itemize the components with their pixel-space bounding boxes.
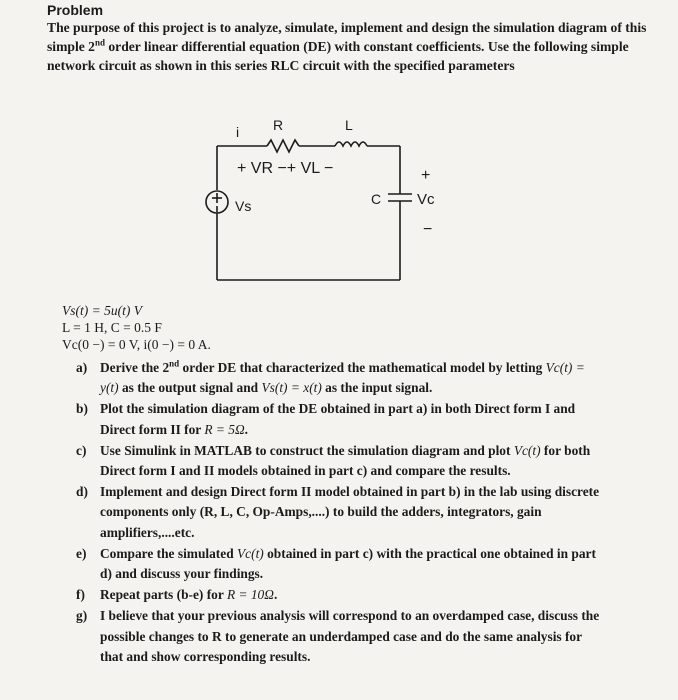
parameters-block <box>62 302 642 353</box>
resistor-label: R <box>273 117 284 133</box>
task-text: as the input signal. <box>321 380 433 396</box>
inductor-symbol <box>335 142 367 146</box>
task-text: . <box>244 421 249 437</box>
rlc-circuit-diagram <box>195 110 475 300</box>
math-expression: R = 5Ω <box>204 421 245 437</box>
task-text: Compare the simulated <box>100 545 237 561</box>
task-text: Repeat parts (b-e) for <box>100 587 227 603</box>
task-e <box>70 544 605 584</box>
task-c <box>70 441 605 481</box>
intro-sup: nd <box>94 37 105 48</box>
inductor-label: L <box>345 117 353 133</box>
task-b <box>70 399 605 439</box>
resistor-symbol <box>267 140 299 152</box>
task-d <box>70 482 605 543</box>
param-vs: Vs(t) = 5u(t) V <box>62 303 142 318</box>
vc-plus: + <box>421 167 431 184</box>
task-label: d) <box>76 484 88 500</box>
task-text: Implement and design Direct form II model obtained in part b) in the <box>100 484 500 500</box>
emphasis-text: lab <box>499 484 518 500</box>
intro-text-2: order linear differential equation (DE) with constant coefficients. Use the following simple network circuit as shown in this series RLC circuit with the specified parameters <box>47 39 629 73</box>
task-text: order DE that characterized the mathematical model by letting <box>179 360 546 375</box>
task-label: b) <box>76 401 88 417</box>
math-expression: Vc(t) = y(t) <box>100 360 585 396</box>
math-expression: R = 10Ω <box>226 587 274 603</box>
task-label: e) <box>76 545 87 561</box>
task-text: to construct the simulation diagram and plot <box>251 442 514 458</box>
task-text: I believe that your previous analysis will correspond to an overdamped case, discuss the possible changes to R to generate an underdamped case and do the same analysis for that and show corresponding results. <box>100 608 600 664</box>
task-label: f) <box>76 587 85 603</box>
current-label: i <box>236 124 240 140</box>
page-heading: Problem <box>47 2 104 18</box>
task-text: as the output signal and <box>118 380 262 396</box>
task-text: obtained in part c) with the practical one obtained in part d) and discuss your findings. <box>100 545 596 582</box>
math-expression: Vc(t) <box>237 545 264 561</box>
math-expression: Vs(t) = x(t) <box>261 380 322 396</box>
emphasis-text: Simulink in MATLAB <box>124 442 252 458</box>
task-text: Plot the simulation diagram of the DE obtained in part a) in both Direct form I and Direct form II for <box>100 401 576 437</box>
math-expression: Vc(t) <box>513 442 541 458</box>
task-text: Derive the 2 <box>100 360 170 375</box>
task-f <box>70 585 605 605</box>
param-lc: L = 1 H, C = 0.5 F <box>62 320 162 335</box>
vc-label: Vc <box>417 191 435 208</box>
task-g <box>70 606 605 667</box>
capacitor-label: C <box>371 191 382 207</box>
task-list <box>70 358 605 668</box>
intro-text-1: The purpose of this project is to analyze, simulate, implement and design the simulation diagram of this simple 2 <box>47 20 647 54</box>
task-label: g) <box>76 608 88 624</box>
task-text: for both Direct form I and II models obtained in part c) and compare the results. <box>100 442 591 479</box>
source-label: Vs <box>235 198 252 214</box>
task-text: Use <box>100 442 125 458</box>
task-text: using discrete components only (R, L, C, Op-Amps,....) to build the adders, integrators, gain amplifiers,....etc. <box>100 484 600 540</box>
param-initial: Vc(0 −) = 0 V, i(0 −) = 0 A. <box>62 337 211 352</box>
task-label: c) <box>76 442 87 458</box>
task-label: a) <box>76 360 88 375</box>
voltage-drop-labels: + VR −+ VL − <box>237 160 334 177</box>
vc-minus: − <box>423 221 433 238</box>
task-sup: nd <box>169 358 180 369</box>
task-a <box>70 358 605 398</box>
task-text: . <box>273 587 278 603</box>
intro-paragraph <box>47 18 647 75</box>
